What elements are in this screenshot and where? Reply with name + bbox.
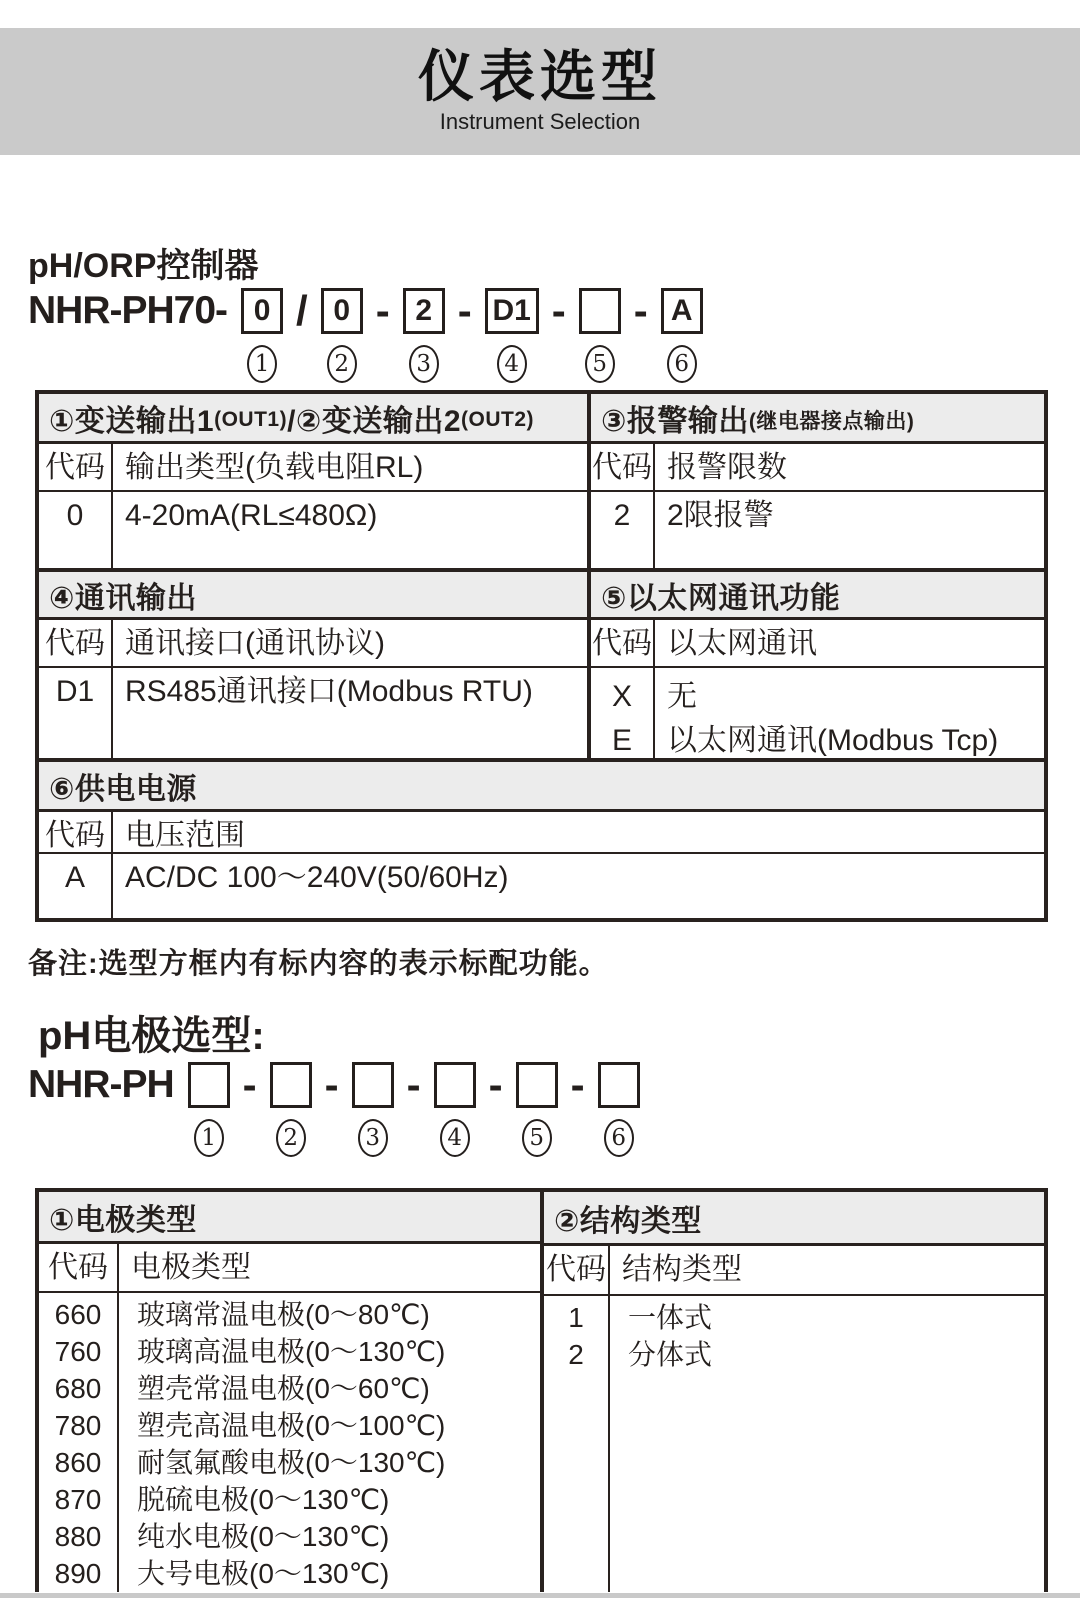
table-row — [39, 492, 587, 568]
position-marker-1: 1 — [247, 345, 277, 383]
table1-band-1 — [39, 394, 1044, 568]
model-segment-1 — [188, 1062, 230, 1157]
col-header-desc: 以太网通讯 — [667, 627, 817, 660]
col-header-code: 代码 — [39, 812, 113, 852]
model-code-box-4 — [434, 1062, 476, 1108]
table-row — [39, 668, 587, 758]
cell-code: D1 — [39, 668, 113, 758]
desc-column: 一体式 分体式 — [628, 1302, 713, 1370]
model-segment-6 — [598, 1062, 640, 1157]
page-title: 仪表选型 — [418, 44, 662, 108]
model-code-box-2: 0 — [321, 288, 363, 334]
model-segment-5 — [579, 288, 621, 383]
cell-desc: 无 以太网通讯(Modbus Tcp) — [667, 680, 999, 757]
section-header-power — [39, 762, 1044, 812]
code-column: 1 2 — [544, 1296, 610, 1592]
controller-model-line — [28, 288, 703, 383]
position-marker-6: 6 — [667, 345, 697, 383]
model-segment-5 — [516, 1062, 558, 1157]
cell-code: A — [39, 854, 113, 918]
model-code-box-2 — [270, 1062, 312, 1108]
note-text: 备注:选型方框内有标内容的表示标配功能。 — [28, 948, 609, 980]
cell-desc: 4-20mA(RL≤480Ω) — [125, 499, 378, 532]
table-row — [591, 492, 1044, 568]
position-marker-2: 2 — [276, 1119, 306, 1157]
model-segment-3 — [403, 288, 445, 383]
col-header-desc: 电压范围 — [125, 819, 245, 852]
page-subtitle: Instrument Selection — [439, 109, 641, 135]
col-header-code: 代码 — [39, 444, 113, 490]
model-prefix: NHR-PH70- — [28, 289, 228, 332]
col-header-code: 代码 — [39, 1244, 119, 1291]
subheader-row — [591, 620, 1044, 668]
separator-dash: - — [488, 1061, 503, 1108]
model-segment-4 — [434, 1062, 476, 1157]
col-header-desc: 结构类型 — [622, 1253, 742, 1286]
section-header-out — [39, 394, 587, 444]
col-header-code: 代码 — [544, 1246, 610, 1294]
model-segment-4 — [485, 288, 539, 383]
separator-dash: - — [570, 1061, 585, 1108]
section-header-text: ③报警输出 — [601, 404, 749, 438]
separator-slash: / — [296, 287, 308, 334]
page-header-banner — [0, 28, 1080, 155]
cell-code: X E — [591, 668, 655, 758]
col-header-code: 代码 — [591, 620, 655, 666]
position-marker-3: 3 — [409, 345, 439, 383]
model-segment-2 — [321, 288, 363, 383]
subheader-row — [591, 444, 1044, 492]
position-marker-3: 3 — [358, 1119, 388, 1157]
structure-type-rows — [544, 1296, 1044, 1592]
position-marker-2: 2 — [327, 345, 357, 383]
cell-code: 0 — [39, 492, 113, 568]
table1-band-2 — [39, 568, 1044, 758]
model-segment-2 — [270, 1062, 312, 1157]
section-header-text: ⑥供电电源 — [49, 772, 197, 806]
desc-column: 玻璃常温电极(0～80℃) 玻璃高温电极(0～130℃) 塑壳常温电极(0～60℃) 塑壳高温电极(0～100℃) 耐氢氟酸电极(0～130℃) 脱硫电极(0～130℃) 纯水电极(0～130℃) 大号电极(0～130℃) — [137, 1299, 446, 1589]
electrode-type-rows — [39, 1293, 540, 1592]
code-column: 660 760 680 780 860 870 880 890 — [39, 1293, 119, 1592]
subheader-row — [39, 812, 1044, 854]
position-marker-4: 4 — [440, 1119, 470, 1157]
section-header-text: ④通讯输出 — [49, 581, 197, 615]
table-row-group — [591, 668, 1044, 758]
model-code-box-1: 0 — [241, 288, 283, 334]
model-segment-3 — [352, 1062, 394, 1157]
position-marker-5: 5 — [585, 345, 615, 383]
col-header-desc: 报警限数 — [667, 451, 787, 484]
separator-dash: - — [457, 287, 472, 334]
cell-desc: AC/DC 100～240V(50/60Hz) — [125, 861, 509, 894]
separator-dash: - — [242, 1061, 257, 1108]
col-header-code: 代码 — [591, 444, 655, 490]
electrode-selection-table — [35, 1188, 1048, 1592]
section-header-text: ⑤以太网通讯功能 — [601, 581, 841, 615]
section-header-ethernet — [591, 572, 1044, 620]
section-structure-type — [544, 1192, 1044, 1592]
position-marker-4: 4 — [497, 345, 527, 383]
section-header-small: (OUT1) — [214, 407, 288, 431]
col-header-desc: 通讯接口(通讯协议) — [125, 627, 385, 660]
cell-code: 2 — [591, 492, 655, 568]
position-marker-5: 5 — [522, 1119, 552, 1157]
section-header-text: ②结构类型 — [554, 1204, 702, 1238]
electrode-model-line — [28, 1062, 640, 1157]
model-code-box-3: 2 — [403, 288, 445, 334]
position-marker-6: 6 — [604, 1119, 634, 1157]
model-code-box-5 — [579, 288, 621, 334]
subheader-row — [39, 620, 587, 668]
section-header-electrode — [39, 1192, 540, 1244]
cell-desc: RS485通讯接口(Modbus RTU) — [125, 675, 533, 708]
section-alarm-output — [591, 394, 1044, 568]
section-header-text: ①变送输出1 — [49, 404, 215, 438]
model-code-box-5 — [516, 1062, 558, 1108]
table1-band-3 — [39, 758, 1044, 918]
subheader-row — [39, 1244, 540, 1293]
section-electrode-type — [39, 1192, 544, 1592]
separator-dash: - — [324, 1061, 339, 1108]
separator-dash: - — [406, 1061, 421, 1108]
section-power-supply — [39, 762, 1044, 918]
section-header-structure — [544, 1192, 1044, 1246]
separator-dash: - — [551, 287, 566, 334]
col-header-desc: 输出类型(负载电阻RL) — [125, 451, 424, 484]
separator-dash: - — [375, 287, 390, 334]
section-header-comm — [39, 572, 587, 620]
model-segment-1 — [241, 288, 283, 383]
model-code-box-1 — [188, 1062, 230, 1108]
separator-dash: - — [633, 287, 648, 334]
section-header-alarm — [591, 394, 1044, 444]
subheader-row — [39, 444, 587, 492]
col-header-code: 代码 — [39, 620, 113, 666]
model-code-box-3 — [352, 1062, 394, 1108]
subheader-row — [544, 1246, 1044, 1296]
section-header-small: (继电器接点输出) — [748, 409, 915, 433]
controller-selection-table — [35, 390, 1048, 922]
position-marker-1: 1 — [194, 1119, 224, 1157]
table2-band — [39, 1192, 1044, 1592]
section-header-text: /②变送输出2 — [287, 404, 462, 438]
controller-heading: pH/ORP控制器 — [28, 247, 259, 285]
section-comm-output — [39, 572, 591, 758]
model-segment-6 — [661, 288, 703, 383]
section-ethernet — [591, 572, 1044, 758]
section-header-text: ①电极类型 — [49, 1203, 197, 1237]
table-row — [39, 854, 1044, 918]
cell-desc: 2限报警 — [667, 499, 774, 532]
section-header-small: (OUT2) — [461, 407, 535, 431]
page-bottom-strip — [0, 1593, 1080, 1598]
electrode-heading: pH电极选型: — [38, 1014, 265, 1058]
model-code-box-4: D1 — [485, 288, 539, 334]
section-out1-out2 — [39, 394, 591, 568]
model-prefix: NHR-PH — [28, 1063, 174, 1106]
col-header-desc: 电极类型 — [131, 1251, 251, 1285]
model-code-box-6: A — [661, 288, 703, 334]
model-code-box-6 — [598, 1062, 640, 1108]
